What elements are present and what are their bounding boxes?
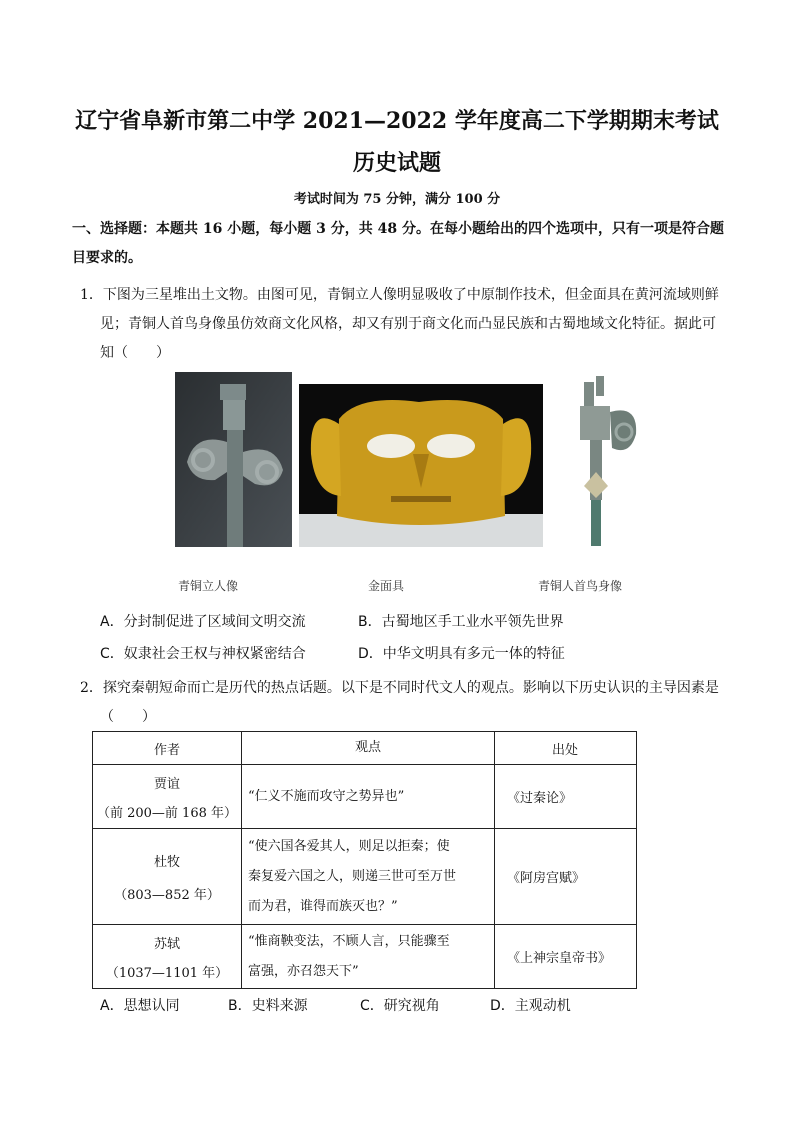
q1-option-d[interactable]: D．中华文明具有多元一体的特征 <box>358 646 565 662</box>
q1-option-a[interactable]: A．分封制促进了区域间文明交流 <box>100 614 306 630</box>
question-1-stem <box>80 281 720 368</box>
view-text: 富强，亦召怨天下” <box>248 963 359 979</box>
artifact-figures <box>0 372 794 547</box>
view-text: “仁义不施而攻守之势异也” <box>248 788 405 804</box>
section-heading: 一、选择题：本题共 16 小题，每小题 3 分，共 48 分。在每小题给出的四个选项中，只有一项是符合题目要求的。 <box>72 221 724 266</box>
table-row <box>93 829 637 925</box>
q1-option-b[interactable]: B．古蜀地区手工业水平领先世界 <box>358 614 564 630</box>
caption-bronze-bird-figure: 青铜人首鸟身像 <box>538 579 623 593</box>
q2-option-c[interactable]: C．研究视角 <box>360 998 440 1014</box>
question-2-stem <box>80 674 740 732</box>
caption-bronze-standing-figure: 青铜立人像 <box>178 579 239 593</box>
q2-line1: 2．探究秦朝短命而亡是历代的热点话题。以下是不同时代文人的观点。影响以下历史认识的主导因素是 <box>80 680 719 696</box>
view-cell <box>242 925 495 989</box>
author-name: 杜牧 <box>153 854 180 870</box>
q2-option-a[interactable]: A．思想认同 <box>100 998 180 1014</box>
table-header-row <box>93 732 637 765</box>
q1-line1: 1．下图为三星堆出土文物。由图可见，青铜立人像明显吸收了中原制作技术，但金面具在黄河流域则鲜 <box>80 287 719 303</box>
source-cell: 《阿房宫赋》 <box>495 829 637 925</box>
source-cell: 《过秦论》 <box>495 765 637 829</box>
q2-option-d[interactable]: D．主观动机 <box>490 998 571 1014</box>
author-years: （803—852 年） <box>114 887 220 903</box>
q1-option-c[interactable]: C．奴隶社会王权与神权紧密结合 <box>100 646 306 662</box>
q2-option-b[interactable]: B．史料来源 <box>228 998 308 1014</box>
historians-views-table <box>92 731 637 989</box>
view-text: “使六国各爱其人，则足以拒秦；使 <box>248 838 450 854</box>
source-cell: 《上神宗皇帝书》 <box>495 925 637 989</box>
table-row <box>93 765 637 829</box>
caption-gold-mask: 金面具 <box>368 579 405 593</box>
q2-line2: （ ） <box>100 709 156 725</box>
view-text: 而为君，谁得而族灭也？” <box>248 898 398 914</box>
view-text: “惟商鞅变法，不顾人言，只能骤至 <box>248 933 450 949</box>
author-years: （1037—1101 年） <box>105 965 229 981</box>
exam-subject-title: 历史试题 <box>352 150 441 176</box>
header-view: 观点 <box>242 732 495 765</box>
q1-line3: 知（ ） <box>100 345 170 361</box>
author-cell <box>93 765 242 829</box>
author-years: （前 200—前 168 年） <box>96 805 238 821</box>
author-name: 贾谊 <box>153 776 180 792</box>
header-source: 出处 <box>495 732 637 765</box>
view-cell <box>242 765 495 829</box>
q1-line2: 见；青铜人首鸟身像虽仿效商文化风格，却又有别于商文化而凸显民族和古蜀地域文化特征。据此可 <box>100 316 716 332</box>
header-author: 作者 <box>93 732 242 765</box>
author-cell <box>93 925 242 989</box>
view-text: 秦复爱六国之人，则递三世可至万世 <box>248 868 457 884</box>
view-cell <box>242 829 495 925</box>
bronze-standing-figure-image <box>175 372 292 547</box>
bronze-bird-figure-image <box>560 376 642 546</box>
author-name: 苏轼 <box>153 936 180 952</box>
exam-title: 辽宁省阜新市第二中学 2021—2022 学年度高二下学期期末考试 <box>75 108 719 134</box>
exam-info: 考试时间为 75 分钟，满分 100 分 <box>293 192 501 207</box>
table-row <box>93 925 637 989</box>
gold-mask-image <box>299 384 543 547</box>
author-cell <box>93 829 242 925</box>
